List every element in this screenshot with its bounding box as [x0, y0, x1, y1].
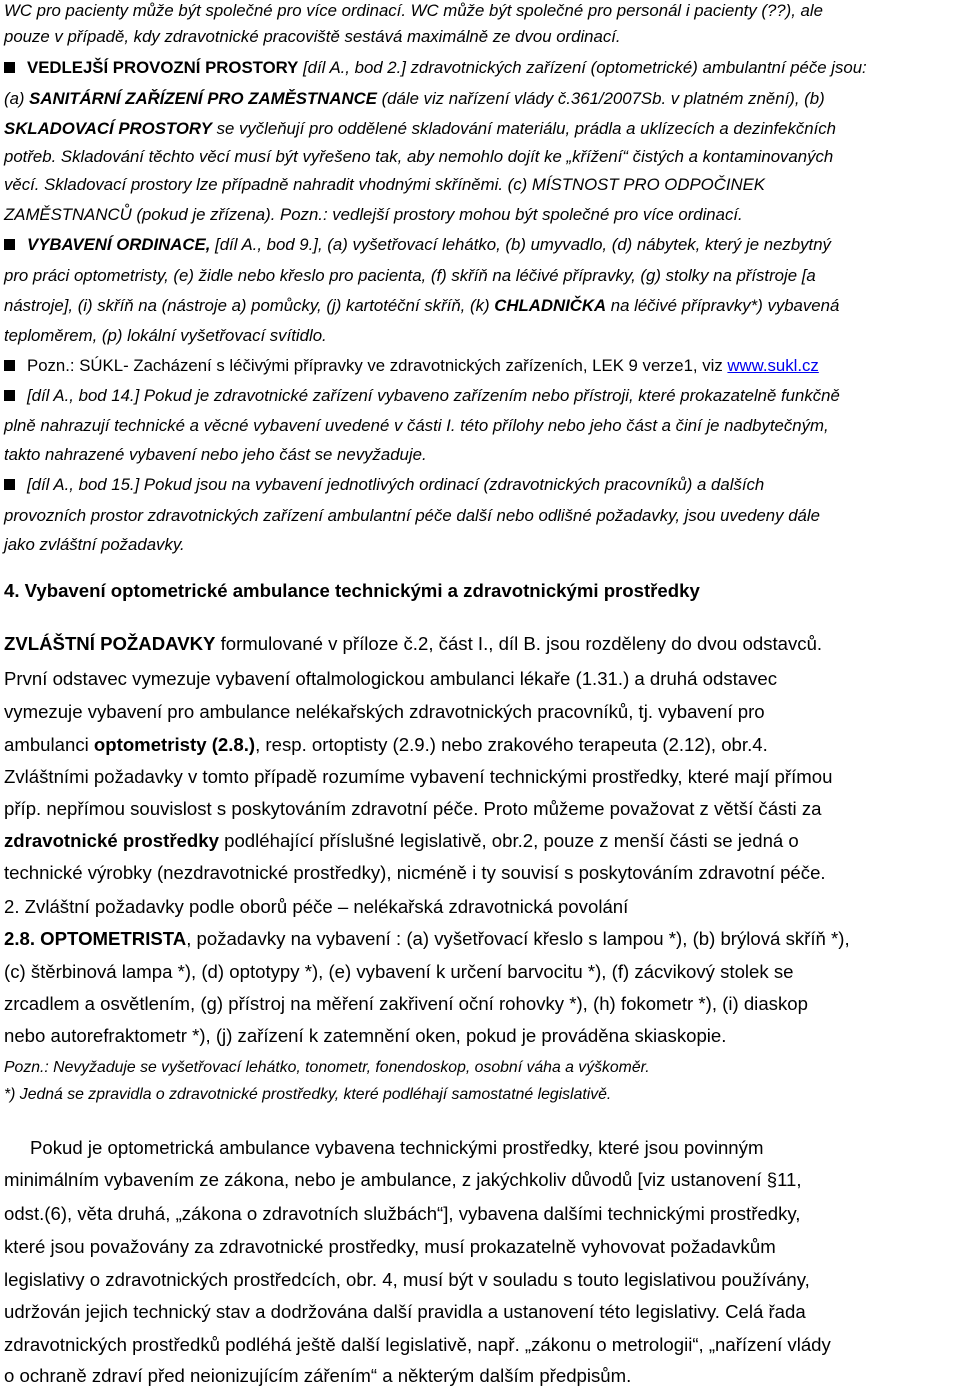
text-line	[4, 928, 850, 950]
text-run: , resp. ortoptisty (2.9.) nebo zrakového terapeuta (2.12), obr.4.	[255, 734, 768, 755]
note-line: Pozn.: Nevyžaduje se vyšetřovací lehátko, tonometr, fonendoskop, osobní váha a výškoměr.	[4, 1059, 650, 1076]
text-line: teploměrem, (p) lokální vyšetřovací svítidlo.	[4, 326, 327, 345]
text-line: Pokud je optometrická ambulance vybavena technickými prostředky, které jsou povinným	[30, 1137, 764, 1158]
bold-term: CHLADNIČKA	[494, 296, 607, 315]
bullet-item-sukl	[4, 355, 819, 377]
text-run: [díl A., bod 2.] zdravotnických zařízení (optometrické) ambulantní péče jsou:	[298, 58, 867, 77]
sukl-link[interactable]: www.sukl.cz	[727, 356, 819, 375]
text-line: Zvláštními požadavky v tomto případě rozumíme vybavení technickými prostředky, které mají přímou	[4, 766, 833, 787]
text-line: ZAMĚSTNANCŮ (pokud je zřízena). Pozn.: vedlejší prostory mohou být společné pro více ordinací.	[4, 205, 743, 224]
note-line: *) Jedná se zpravidla o zdravotnické prostředky, které podléhají samostatné legislativě.	[4, 1086, 612, 1103]
text-run: se vyčleňují pro oddělené skladování materiálu, prádla a uklízecích a dezinfekčních	[211, 119, 836, 138]
text-line: které jsou považovány za zdravotnické prostředky, musí prokazatelně vyhovovat požadavkům	[4, 1236, 776, 1257]
text-run: [díl A., bod 14.] Pokud je zdravotnické zařízení vybaveno zařízením nebo přístroji, které prokazatelně funkčně	[27, 386, 840, 405]
square-bullet-icon	[4, 239, 15, 250]
text-line	[4, 88, 825, 110]
text-line	[4, 295, 839, 317]
text-line: nebo autorefraktometr *), (j) zařízení k zatemnění oken, pokud je prováděna skiaskopie.	[4, 1025, 727, 1046]
bold-term: SANITÁRNÍ ZAŘÍZENÍ PRO ZAMĚSTNANCE	[29, 89, 377, 108]
square-bullet-icon	[4, 479, 15, 490]
text-line: zdravotnických prostředků podléhá ještě další legislativě, např. „zákonu o metrologii“, „nařízení vlády	[4, 1334, 831, 1355]
bold-term: ZVLÁŠTNÍ POŽADAVKY	[4, 633, 216, 654]
text-run: na léčivé přípravky*) vybavená	[606, 296, 840, 315]
bold-term: zdravotnické prostředky	[4, 830, 219, 851]
section-heading: 4. Vybavení optometrické ambulance technickými a zdravotnickými prostředky	[4, 580, 700, 601]
square-bullet-icon	[4, 390, 15, 401]
bullet-item-vybaveni	[4, 234, 831, 256]
text-line: pouze v případě, kdy zdravotnické pracoviště sestává maximálně ze dvou ordinací.	[4, 27, 621, 46]
bold-term: VYBAVENÍ ORDINACE,	[27, 235, 211, 254]
text-run: , požadavky na vybavení : (a) vyšetřovací křeslo s lampou *), (b) brýlová skříň *),	[186, 928, 850, 949]
text-run: formulované v příloze č.2, část I., díl B. jsou rozděleny do dvou odstavců.	[215, 633, 823, 654]
text-line: potřeb. Skladování těchto věcí musí být vyřešeno tak, aby nemohlo dojít ke „křížení“ čistých a kontaminovaných	[4, 147, 834, 166]
text-line: o ochraně zdraví před neionizujícím zářením“ a některým dalším předpisům.	[4, 1365, 632, 1386]
text-line: provozních prostor zdravotnických zařízení ambulantní péče další nebo odlišné požadavky, jsou uvedeny dále	[4, 506, 820, 525]
bold-term: 2.8. OPTOMETRISTA	[4, 928, 187, 949]
text-line: 2. Zvláštní požadavky podle oborů péče – nelékařská zdravotnická povolání	[4, 896, 629, 917]
text-run: ambulanci	[4, 734, 94, 755]
bold-term: optometristy (2.8.)	[93, 734, 256, 755]
text-line	[4, 734, 768, 756]
square-bullet-icon	[4, 360, 15, 371]
text-line: technické výrobky (nezdravotnické prostředky), nicméně i ty souvisí s poskytováním zdravotní péče.	[4, 862, 826, 883]
text-line: První odstavec vymezuje vybavení oftalmologickou ambulanci lékaře (1.31.) a druhá odstavec	[4, 668, 778, 689]
text-line: takto nahrazené vybavení nebo jeho část se nevyžaduje.	[4, 445, 427, 464]
bullet-item-vedlejsi	[4, 57, 867, 79]
text-line: WC pro pacienty může být společné pro více ordinací. WC může být společné pro personál i pacienty (??), ale	[4, 1, 823, 20]
text-run: [díl A., bod 15.] Pokud jsou na vybavení jednotlivých ordinací (zdravotnických pracovníků) a dalších	[27, 475, 765, 494]
text-line: (c) štěrbinová lampa *), (d) optotypy *), (e) vybavení k určení barvocitu *), (f) zácvikový stolek se	[4, 961, 794, 982]
text-run: Pozn.: SÚKL- Zacházení s léčivými přípravky ve zdravotnických zařízeních, LEK 9 verze1, viz	[27, 356, 728, 375]
text-run: podléhající příslušné legislativě, obr.2, pouze z menší části se jedná o	[218, 830, 799, 851]
bold-term: VEDLEJŠÍ PROVOZNÍ PROSTORY	[27, 58, 299, 77]
bullet-item-bod15	[4, 474, 764, 496]
text-line: věcí. Skladovací prostory lze případně nahradit vhodnými skříněmi. (c) MÍSTNOST PRO ODPOČINEK	[4, 175, 765, 194]
text-line: pro práci optometristy, (e) židle nebo křeslo pro pacienta, (f) skříň na léčivé přípravky, (g) stolky na přístroje [a	[4, 266, 816, 285]
text-line: udržován jejich technický stav a dodržována další pravidla a ustanovení této legislativy. Celá řada	[4, 1301, 806, 1322]
text-line: minimálním vybavením ze zákona, nebo je ambulance, z jakýchkoliv důvodů [viz ustanovení §11,	[4, 1169, 802, 1190]
text-line	[4, 118, 836, 140]
square-bullet-icon	[4, 62, 15, 73]
text-line: vymezuje vybavení pro ambulance nelékařských zdravotnických pracovníků, tj. vybavení pro	[4, 701, 765, 722]
bullet-item-bod14	[4, 385, 840, 407]
text-line: zrcadlem a osvětlením, (g) přístroj na měření zakřivení oční rohovky *), (h) fokometr *), (i) diaskop	[4, 993, 808, 1014]
text-line	[4, 633, 822, 655]
text-line: plně nahrazují technické a věcné vybavení uvedené v části I. této přílohy nebo jeho část a činí je nadbytečným,	[4, 416, 829, 435]
text-line: odst.(6), věta druhá, „zákona o zdravotních službách“], vybavena dalšími technickými prostředky,	[4, 1203, 801, 1224]
bold-term: SKLADOVACÍ PROSTORY	[4, 119, 212, 138]
text-run: (a)	[4, 89, 30, 108]
text-run: [díl A., bod 9.], (a) vyšetřovací lehátko, (b) umyvadlo, (d) nábytek, který je nezbytný	[210, 235, 831, 254]
text-run: (dále viz nařízení vlády č.361/2007Sb. v platném znění), (b)	[376, 89, 825, 108]
text-line: příp. nepřímou souvislost s poskytováním zdravotní péče. Proto můžeme považovat z větší části za	[4, 798, 822, 819]
text-run: nástroje], (i) skříň na (nástroje a) pomůcky, (j) kartotéční skříň, (k)	[4, 296, 495, 315]
text-line	[4, 830, 799, 852]
text-line: jako zvláštní požadavky.	[4, 535, 185, 554]
text-line: legislativy o zdravotnických prostředcích, obr. 4, musí být v souladu s touto legislativou používány,	[4, 1269, 810, 1290]
